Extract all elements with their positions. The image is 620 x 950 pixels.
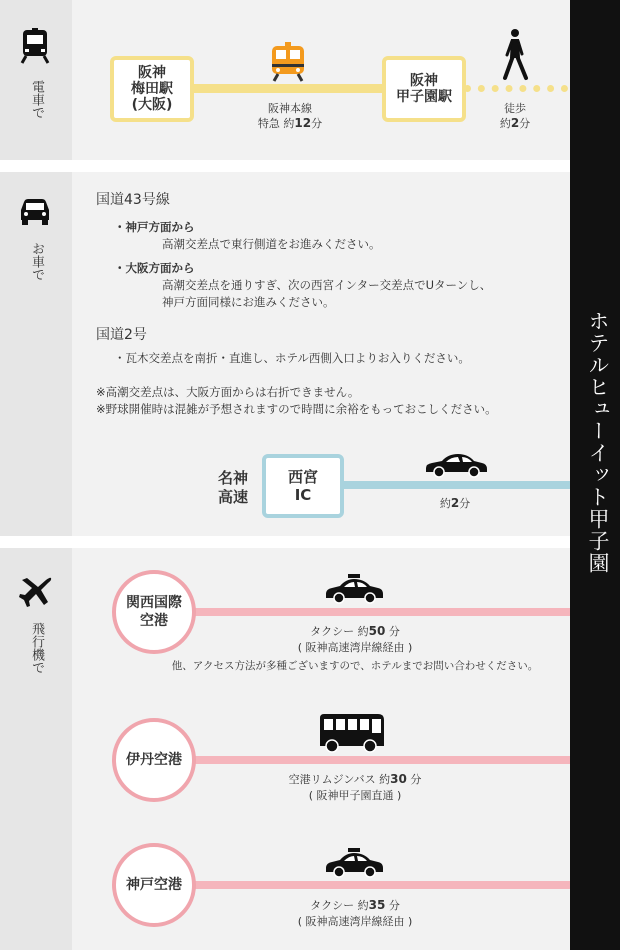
kansai-name-line2: 空港 — [140, 613, 168, 629]
car-icon — [18, 198, 52, 226]
route43-title: 国道43号線 — [96, 192, 170, 208]
itami-route-via: ( 阪神甲子園直通 ) — [308, 789, 402, 802]
car-route-line — [340, 481, 570, 489]
itami-unit: 分 — [410, 773, 422, 786]
kobe-direction-text: 高潮交差点で東行側道をお進みください。 — [162, 237, 381, 251]
itami-route-time — [260, 772, 450, 787]
ic-label-line1: 西宮 — [287, 468, 318, 486]
hotel-name: ホテルヒューイット甲子園 — [586, 310, 610, 574]
expressway-label-line1: 名神 — [218, 469, 249, 487]
end-station-line1: 阪神 — [410, 73, 438, 89]
car-side-column — [0, 172, 72, 536]
kobe-airport-circle — [112, 843, 196, 927]
other-access-note: 他、アクセス方法が多種ございますので、ホテルまでお問い合わせください。 — [171, 660, 539, 672]
limousine-bus-icon — [318, 712, 386, 754]
train-route-time-prefix: 特急 約 — [257, 117, 295, 130]
kansai-route-time — [270, 624, 440, 639]
train-icon — [18, 28, 52, 64]
kansai-name-line1: 関西国際 — [126, 595, 182, 611]
kobe-time: 35 — [368, 898, 386, 912]
local-train-icon — [268, 42, 308, 82]
start-station-line2: 梅田駅 — [131, 81, 173, 97]
expressway-label-line2: 高速 — [218, 488, 249, 506]
train-mode-label: 電車で — [29, 80, 44, 119]
kansai-mode: タクシー 約 — [310, 625, 369, 638]
walk-time-value: 2 — [510, 116, 520, 130]
walking-person-icon — [500, 28, 530, 82]
kobe-mode: タクシー 約 — [310, 899, 369, 912]
kobe-route-time — [270, 898, 440, 913]
start-station-line3: (大阪) — [131, 97, 173, 113]
car-note-1: ※高潮交差点は、大阪方面からは右折できません。 — [96, 385, 360, 399]
osaka-direction-text2: 神戸方面同様にお進みください。 — [162, 295, 335, 309]
ic-label-line2: IC — [294, 486, 312, 504]
kobe-route-via: ( 阪神高速湾岸線経由 ) — [297, 915, 413, 928]
route2-text: ・瓦木交差点を南折・直進し、ホテル西側入口よりお入りください。 — [114, 351, 470, 365]
plane-side-column — [0, 548, 72, 950]
itami-airport-circle — [112, 718, 196, 802]
kansai-route-via: ( 阪神高速湾岸線経由 ) — [297, 641, 413, 654]
car-route-time — [420, 496, 490, 511]
train-route-time — [240, 116, 340, 131]
train-route-name: 阪神本線 — [268, 102, 312, 115]
kobe-direction-title: ・神戸方面から — [114, 220, 195, 234]
kansai-airport-circle — [112, 570, 196, 654]
car-time-value: 2 — [450, 496, 460, 510]
walk-route-line — [464, 85, 568, 92]
start-station-line1: 阪神 — [138, 65, 166, 81]
itami-name: 伊丹空港 — [126, 752, 182, 768]
airplane-icon — [18, 574, 52, 608]
kobe-taxi-icon — [324, 848, 384, 878]
end-station-line2: 甲子園駅 — [396, 89, 452, 105]
car-mode-label: お車で — [29, 242, 44, 281]
walk-time-unit: 分 — [519, 117, 531, 130]
osaka-direction-title: ・大阪方面から — [114, 261, 195, 275]
itami-route-line — [190, 756, 570, 764]
kansai-taxi-icon — [324, 574, 384, 604]
kobe-route-line — [190, 881, 570, 889]
walk-time — [485, 116, 545, 131]
walk-label: 徒歩 — [504, 102, 526, 115]
train-route-time-unit: 分 — [311, 117, 323, 130]
kansai-unit: 分 — [388, 625, 400, 638]
sedan-car-icon — [424, 452, 488, 478]
itami-time: 30 — [390, 772, 407, 786]
walk-time-prefix: 約 — [499, 117, 511, 130]
kobe-name: 神戸空港 — [126, 877, 182, 893]
end-station-koshien — [382, 56, 466, 122]
expressway-label — [218, 469, 248, 507]
kobe-unit: 分 — [388, 899, 400, 912]
nishinomiya-ic-box — [262, 454, 344, 518]
plane-mode-label: 飛行機で — [29, 622, 44, 674]
itami-mode: 空港リムジンバス 約 — [288, 773, 391, 786]
car-note-2: ※野球開催時は混雑が予想されますので時間に余裕をもっておこしください。 — [96, 402, 497, 416]
start-station-umeda — [110, 56, 194, 122]
car-time-prefix: 約 — [439, 497, 451, 510]
kansai-time: 50 — [368, 624, 386, 638]
route2-title: 国道2号 — [96, 327, 147, 343]
car-time-unit: 分 — [459, 497, 471, 510]
train-route-time-value: 12 — [294, 116, 312, 130]
kansai-route-line — [190, 608, 570, 616]
osaka-direction-text1: 高潮交差点を通りすぎ、次の西宮インター交差点でUターンし、 — [162, 278, 492, 292]
train-route-line — [190, 84, 386, 93]
